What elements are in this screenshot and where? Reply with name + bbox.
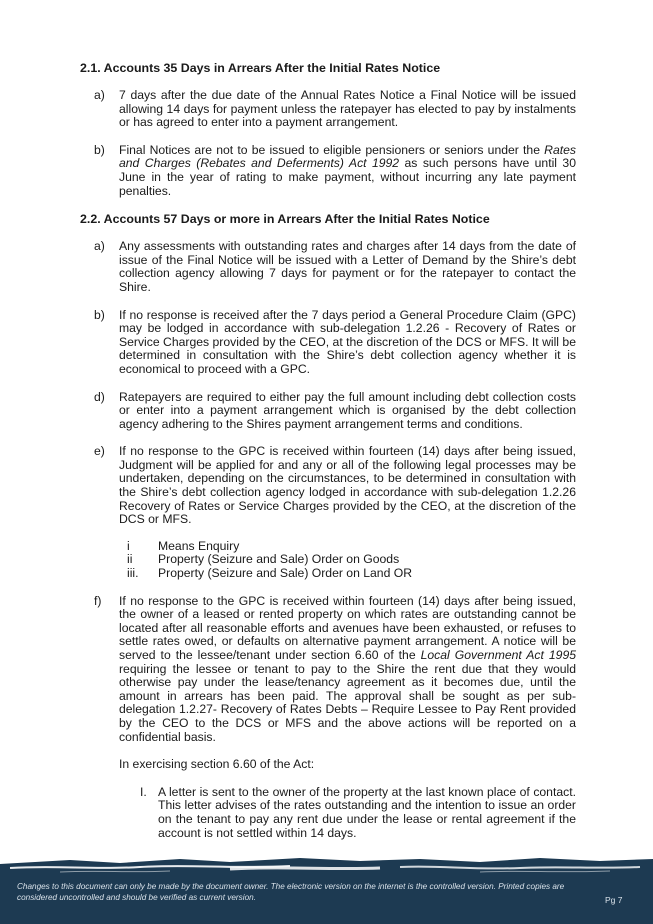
item-text: Any assessments with outstanding rates and charges after 14 days from the date of issue of the Final Notice will be issued with a Letter of Demand by the Shire’s debt collection agency allowing 7 days for payment or for the ratepayer to contact the Shire. xyxy=(119,239,576,294)
item-label: b) xyxy=(94,142,105,157)
text-run: requiring the lessee or tenant to pay to the Shire the rent due that they would otherwise pay under the lease/tenancy agreement as it becomes due, until the amount in arrears has been paid. The approval shall be sought as per sub-delegation 1.2.27- Recovery of Rates Debts – Require Lessee to Pay Rent provided by the CEO to the DCS or MFS and the above actions will be reported on a confidential basis. xyxy=(119,661,576,744)
sub-item-text: Property (Seizure and Sale) Order on Land OR xyxy=(158,566,413,581)
sub-item-text: Means Enquiry xyxy=(158,538,240,553)
text-run: as such persons have until 30 June in the year of rating to make payment, without incurring any late payment penalties. xyxy=(119,156,576,198)
list-item xyxy=(80,786,576,840)
sub-item-number: i xyxy=(127,538,130,553)
sub-list-item xyxy=(80,567,576,581)
list-item xyxy=(80,309,576,377)
list-item xyxy=(80,89,576,130)
sub-list-item xyxy=(80,553,576,567)
sub-list-item xyxy=(80,540,576,554)
roman-item-text: A letter is sent to the owner of the property at the last known place of contact. This letter advises of the rates outstanding and the intention to issue an order on the tenant to pay any rent due under the lease or rental agreement if the account is not settled within 14 days. xyxy=(158,784,576,840)
page-content xyxy=(80,61,576,840)
sub-item-text: Property (Seizure and Sale) Order on Goods xyxy=(158,552,400,567)
sub-item-number: iii. xyxy=(127,566,139,581)
item-label: a) xyxy=(94,88,105,102)
text-run: If no response to the GPC is received within fourteen (14) days after being issued, the owner of a leased or rented property on which rates are outstanding cannot be located after all reasonable efforts and avenues have been exhausted, or refuses to settle rates owed, or defaults on alternative payment arrangement. A notice will be served to the lessee/tenant under section 6.60 of the xyxy=(119,593,576,662)
act-title: Rates and Charges (Rebates and Deferments) Act 1992 xyxy=(119,142,576,171)
section-2-2-heading: 2.2. Accounts 57 Days or more in Arrears After the Initial Rates Notice xyxy=(80,212,490,227)
text-run: Final Notices are not to be issued to eligible pensioners or seniors under the xyxy=(119,142,545,157)
item-text: If no response is received after the 7 days period a General Procedure Claim (GPC) may be lodged in accordance with sub-delegation 1.2.26 - Recovery of Rates or Service Charges provided by the CEO, at the discretion of the DCS or MFS. It will be determined in consultation with the Shire’s debt collection agency whether it is economical to proceed with a GPC. xyxy=(119,307,576,376)
exercising-paragraph: In exercising section 6.60 of the Act: xyxy=(119,757,315,772)
item-label: a) xyxy=(94,239,105,254)
list-item xyxy=(80,595,576,745)
roman-item-number: I. xyxy=(140,784,147,799)
list-item xyxy=(80,391,576,432)
page-number: Pg 7 xyxy=(605,895,623,905)
list-item xyxy=(80,240,576,294)
list-item xyxy=(80,144,576,198)
item-text xyxy=(119,595,576,745)
act-title: Local Government Act 1995 xyxy=(420,648,577,662)
item-text: 7 days after the due date of the Annual Rates Notice a Final Notice will be issued allowing 14 days for payment unless the ratepayer has elected to pay by instalments or has agreed to enter into a payment arrangement. xyxy=(119,88,576,130)
item-label: d) xyxy=(94,389,105,404)
footer-disclaimer: Changes to this document can only be made by the document owner. The electronic version on the internet is the controlled version. Printed copies are considered uncontrolled and should be verified as current version. xyxy=(17,882,565,902)
item-text: If no response to the GPC is received within fourteen (14) days after being issued, Judgment will be applied for and any or all of the following legal processes may be undertaken, depending on the circumstances, to be determined in consultation with the Shire’s debt collection agency lodged in accordance with sub-delegation 1.2.26 Recovery of Rates or Service Charges provided by the CEO, at the discretion of the DCS or MFS. xyxy=(119,444,576,527)
section-2-1-heading: 2.1. Accounts 35 Days in Arrears After the Initial Rates Notice xyxy=(80,61,441,75)
item-label: b) xyxy=(94,307,105,322)
item-text: Ratepayers are required to either pay the full amount including debt collection costs or enter into a payment arrangement which is organised by the debt collection agency adhering to the Shires payment arrangement terms and conditions. xyxy=(119,389,576,431)
item-text xyxy=(119,144,576,198)
item-label: e) xyxy=(94,444,105,459)
legal-process-list xyxy=(80,540,576,581)
sub-item-number: ii xyxy=(127,552,133,567)
item-label: f) xyxy=(94,593,102,608)
list-item xyxy=(80,445,576,527)
